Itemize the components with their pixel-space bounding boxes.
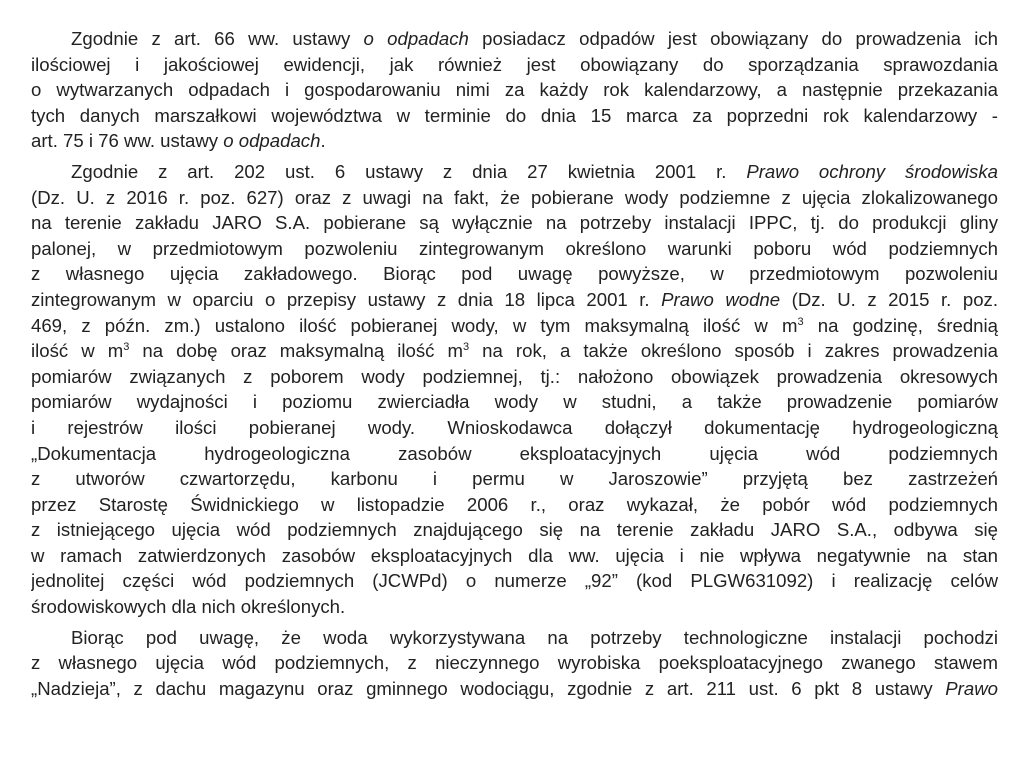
italic-run: Prawo ochrony środowiska bbox=[746, 160, 998, 182]
text-run: pomiarów związanych z poborem wody podziemnej, tj.: nałożono obowiązek prowadzenia okresowych bbox=[31, 365, 998, 387]
text-line bbox=[31, 313, 998, 339]
text-run: tych danych marszałkowi województwa w terminie do dnia 15 marca za poprzedni rok kalendarzowy - bbox=[31, 104, 998, 126]
text-line bbox=[31, 185, 998, 211]
text-line bbox=[31, 261, 998, 287]
text-line bbox=[31, 128, 998, 154]
superscript: 3 bbox=[462, 341, 470, 354]
text-run: posiadacz odpadów jest obowiązany do prowadzenia ich bbox=[468, 28, 998, 49]
text-run: z własnego ujęcia wód podziemnych, z nieczynnego wyrobiska poeksploatacyjnego zwanego stawem bbox=[31, 652, 998, 674]
italic-run: Prawo bbox=[945, 677, 998, 699]
text-line bbox=[31, 389, 998, 415]
text-run: Zgodnie z art. 66 ww. ustawy bbox=[71, 28, 364, 49]
text-line bbox=[31, 287, 998, 313]
text-run: zintegrowanym w oparciu o przepisy ustawy z dnia 18 lipca 2001 r. bbox=[31, 288, 662, 310]
text-run: (Dz. U. z 2015 r. poz. bbox=[780, 288, 998, 310]
paragraph-1 bbox=[31, 26, 998, 154]
text-line bbox=[31, 594, 998, 620]
text-line bbox=[31, 52, 998, 78]
text-run: środowiskowych dla nich określonych. bbox=[31, 596, 346, 618]
text-line bbox=[31, 568, 998, 594]
text-line bbox=[31, 236, 998, 262]
text-line bbox=[31, 492, 998, 518]
text-run: z utworów czwartorzędu, karbonu i permu w Jaroszowie” przyjętą bez zastrzeżeń bbox=[31, 468, 998, 490]
text-run: i rejestrów ilości pobieranej wody. Wnioskodawca dołączył dokumentację hydrogeologiczną bbox=[31, 416, 998, 438]
text-run: Zgodnie z art. 202 ust. 6 ustawy z dnia 27 kwietnia 2001 r. bbox=[71, 160, 747, 182]
text-line bbox=[31, 364, 998, 390]
text-run: na rok, a także określono sposób i zakres prowadzenia bbox=[469, 340, 998, 362]
text-line bbox=[31, 103, 998, 129]
text-run: z istniejącego ujęcia wód podziemnych znajdującego się na terenie zakładu JARO S.A., odbywa się bbox=[31, 519, 998, 541]
text-run: na dobę oraz maksymalną ilość m bbox=[129, 340, 463, 362]
text-line bbox=[31, 676, 998, 702]
superscript: 3 bbox=[123, 341, 130, 354]
text-run: „Nadzieja”, z dachu magazynu oraz gminnego wodociągu, zgodnie z art. 211 ust. 6 pkt 8 ustawy bbox=[31, 677, 946, 699]
text-run: na terenie zakładu JARO S.A. pobierane są wyłącznie na potrzeby instalacji IPPC, tj. do produkcji gliny bbox=[31, 212, 998, 234]
text-run: palonej, w przedmiotowym pozwoleniu zintegrowanym określono warunki poboru wód podziemnych bbox=[31, 237, 998, 259]
text-line bbox=[31, 210, 998, 236]
superscript: 3 bbox=[797, 315, 804, 328]
text-run: ilościowej i jakościowej ewidencji, jak również jest obowiązany do sporządzania sprawozdania bbox=[31, 53, 998, 75]
text-run: „Dokumentacja hydrogeologiczna zasobów eksploatacyjnych ujęcia wód podziemnych bbox=[31, 442, 998, 464]
text-run: (Dz. U. z 2016 r. poz. 627) oraz z uwagi na fakt, że pobierane wody podziemne z ujęcia zlokalizowanego bbox=[31, 186, 998, 208]
text-line bbox=[31, 466, 998, 492]
paragraph-2 bbox=[31, 159, 998, 620]
text-run: w ramach zatwierdzonych zasobów eksploatacyjnych dla ww. ujęcia i nie wpływa negatywnie na stan bbox=[31, 544, 998, 566]
text-run: jednolitej części wód podziemnych (JCWPd) o numerze „92” (kod PLGW631092) i realizację celów bbox=[31, 570, 998, 592]
text-line bbox=[31, 77, 998, 103]
text-line bbox=[31, 543, 998, 569]
text-line bbox=[31, 415, 998, 441]
text-line bbox=[31, 625, 998, 651]
text-line bbox=[31, 650, 998, 676]
paragraph-3 bbox=[31, 625, 998, 702]
text-run: z własnego ujęcia zakładowego. Biorąc pod uwagę powyższe, w przedmiotowym pozwoleniu bbox=[31, 263, 998, 285]
text-run: . bbox=[320, 130, 326, 152]
text-line bbox=[31, 338, 998, 364]
text-line bbox=[31, 159, 998, 185]
text-run: pomiarów wydajności i poziomu zwierciadła wody w studni, a także prowadzenie pomiarów bbox=[31, 391, 998, 413]
italic-run: o odpadach bbox=[223, 130, 321, 152]
italic-run: Prawo wodne bbox=[661, 288, 781, 310]
text-line bbox=[31, 517, 998, 543]
text-run: przez Starostę Świdnickiego w listopadzie 2006 r., oraz wykazał, że pobór wód podziemnych bbox=[31, 493, 998, 515]
text-run: Biorąc pod uwagę, że woda wykorzystywana na potrzeby technologiczne instalacji pochodzi bbox=[71, 626, 998, 648]
text-line bbox=[31, 26, 998, 52]
text-run: ilość w m bbox=[31, 340, 124, 362]
text-line bbox=[31, 441, 998, 467]
text-run: o wytwarzanych odpadach i gospodarowaniu nimi za każdy rok kalendarzowy, a następnie przekazania bbox=[31, 79, 998, 101]
text-run: na godzinę, średnią bbox=[803, 314, 998, 336]
text-run: 469, z późn. zm.) ustalono ilość pobieranej wody, w tym maksymalną ilość w m bbox=[31, 314, 798, 336]
text-run: art. 75 i 76 ww. ustawy bbox=[31, 130, 224, 152]
italic-run: o odpadach bbox=[363, 28, 469, 49]
